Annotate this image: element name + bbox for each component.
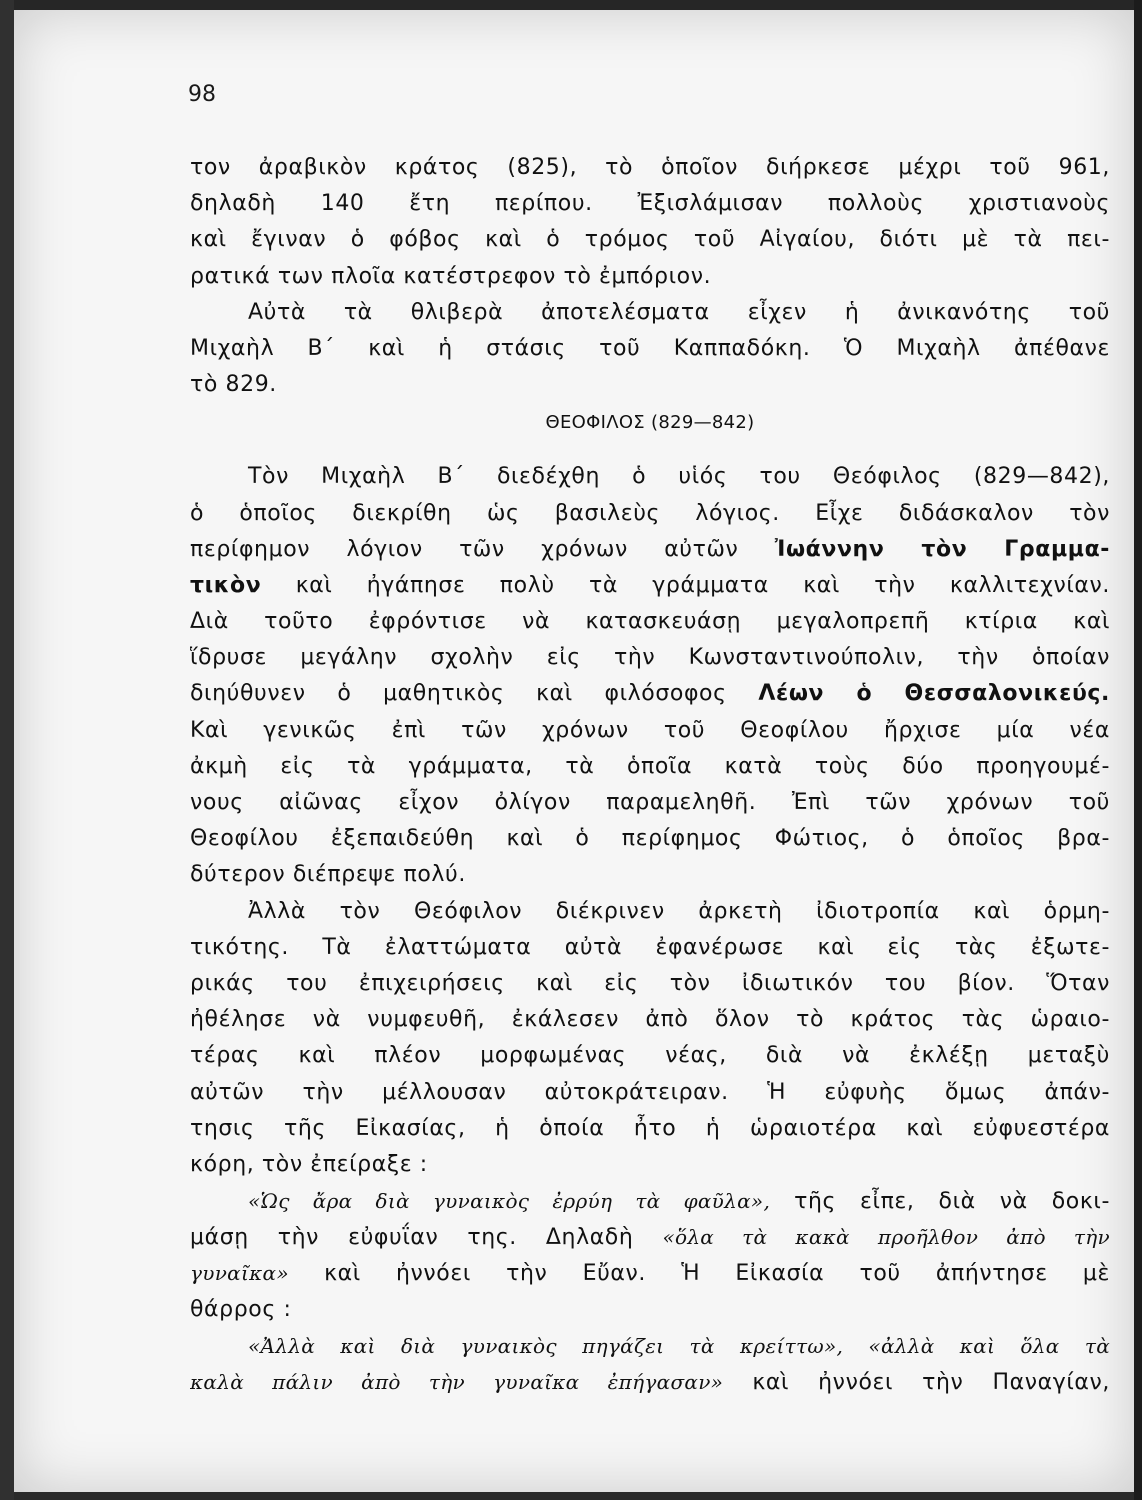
text-line: καὶ ἔγιναν ὁ φόβος καὶ ὁ τρόμος τοῦ Αἰγαίου, διότι μὲ τὰ πει- [190, 227, 1110, 253]
text-line: ἵδρυσε μεγάλην σχολὴν εἰς τὴν Κωνσταντινούπολιν, τὴν ὁποίαν [190, 645, 1110, 671]
paragraph-arab-state [190, 150, 1110, 295]
body-text [190, 150, 1110, 1400]
text-line: Αὐτὰ τὰ θλιβερὰ ἀποτελέσματα εἶχεν ἡ ἀνικανότης τοῦ [248, 299, 1110, 325]
text-line [190, 1328, 1110, 1364]
text-line: θάρρος : [190, 1296, 292, 1322]
text-line: περίφημον λόγιον τῶν χρόνων αὐτῶν Ἰωάννην τὸν Γραμμα- [190, 536, 1110, 562]
text-line: Μιχαὴλ Β΄ καὶ ἡ στάσις τοῦ Καππαδόκη. Ὁ Μιχαὴλ ἀπέθανε [190, 335, 1110, 361]
text-line: ἠθέλησε νὰ νυμφευθῆ, ἐκάλεσεν ἀπὸ ὅλον τὸ κράτος τὰς ὡραιο- [190, 1007, 1110, 1033]
text-line: διηύθυνεν ὁ μαθητικὸς καὶ φιλόσοφος Λέων ὁ Θεσσαλονικεύς. [190, 681, 1110, 707]
text-line: νους αἰῶνας εἶχον ὀλίγον παραμεληθῆ. Ἐπὶ τῶν χρόνων τοῦ [190, 790, 1110, 815]
paragraph-kassia-reply [190, 1328, 1110, 1400]
text-line: κόρη, τὸν ἐπείραξε : [190, 1151, 428, 1177]
bold-name-leo: Λέων ὁ Θεσσαλονικεύς. [758, 681, 1110, 707]
quote-italic: «Ἀλλὰ καὶ διὰ γυναικὸς πηγάζει τὰ κρείττω», «ἀλλὰ καὶ ὅλα τὰ [248, 1333, 1110, 1358]
text-line: τέρας καὶ πλέον μορφωμένας νέας, διὰ νὰ ἐκλέξῃ μεταξὺ [190, 1043, 1110, 1069]
section-heading: ΘΕΟΦΙΛΟΣ (829—842) [545, 412, 755, 434]
text-line: τον ἀραβικὸν κράτος (825), τὸ ὁποῖον διήρκεσε μέχρι τοῦ 961, [190, 155, 1110, 180]
text-line: Διὰ τοῦτο ἐφρόντισε νὰ κατασκευάσῃ μεγαλοπρεπῆ κτίρια καὶ [190, 609, 1110, 635]
scan-border-left [0, 0, 14, 1500]
page-number: 98 [188, 82, 216, 107]
quote-italic: «Ὡς ἄρα διὰ γυναικὸς ἐρρύη τὰ φαῦλα», [248, 1189, 771, 1214]
text-line: τὸ 829. [190, 372, 277, 398]
quote-italic: γυναῖκα» [190, 1261, 289, 1286]
paragraph-michael-death [190, 295, 1110, 404]
bold-name-john-grammarian: Ἰωάννην τὸν Γραμμα- [774, 536, 1110, 562]
text-line: τικότης. Τὰ ἐλαττώματα αὐτὰ ἐφανέρωσε καὶ εἰς τὰς ἐξωτε- [190, 934, 1110, 960]
text-line: γυναῖκα» καὶ ἠννόει τὴν Εὔαν. Ἡ Εἰκασία τοῦ ἀπήντησε μὲ [190, 1261, 1110, 1287]
paragraph-theophilos [190, 459, 1110, 893]
text-line: δύτερον διέπρεψε πολύ. [190, 862, 466, 888]
text-line: δηλαδὴ 140 ἔτη περίπου. Ἐξισλάμισαν πολλοὺς χριστιανοὺς [190, 191, 1110, 217]
text-line: Καὶ γενικῶς ἐπὶ τῶν χρόνων τοῦ Θεοφίλου ἤρχισε μία νέα [190, 717, 1110, 743]
text-line: ἀκμὴ εἰς τὰ γράμματα, τὰ ὁποῖα κατὰ τοὺς δύο προηγουμέ- [190, 753, 1110, 779]
text-line: ρικάς του ἐπιχειρήσεις καὶ εἰς τὸν ἰδιωτικόν του βίον. Ὅταν [190, 970, 1110, 996]
paragraph-theophilos-quote [190, 1183, 1110, 1328]
quote-italic: καλὰ πάλιν ἀπὸ τὴν γυναῖκα ἐπήγασαν» [190, 1370, 724, 1394]
text-line: τησις τῆς Εἰκασίας, ἡ ὁποία ἦτο ἡ ὡραιοτέρα καὶ εὐφυεστέρα [190, 1115, 1110, 1141]
text-line: Θεοφίλου ἐξεπαιδεύθη καὶ ὁ περίφημος Φώτιος, ὁ ὁποῖος βρα- [190, 826, 1110, 852]
text-line: ρατικά των πλοῖα κατέστρεφον τὸ ἐμπόριον. [190, 263, 712, 289]
text-line: καλὰ πάλιν ἀπὸ τὴν γυναῖκα ἐπήγασαν» καὶ ἠννόει τὴν Παναγίαν, [190, 1370, 1110, 1395]
paragraph-bride-show [190, 894, 1110, 1184]
text-line: μάσῃ τὴν εὐφυΐαν της. Δηλαδὴ «ὅλα τὰ κακὰ προῆλθον ἀπὸ τὴν [190, 1225, 1110, 1251]
text-line: ὁ ὁποῖος διεκρίθη ὡς βασιλεὺς λόγιος. Εἶχε διδάσκαλον τὸν [190, 500, 1110, 526]
scan-border-right [1134, 0, 1142, 1500]
scan-border-top [0, 0, 1142, 10]
text-line: αὐτῶν τὴν μέλλουσαν αὐτοκράτειραν. Ἡ εὐφυὴς ὅμως ἀπάν- [190, 1079, 1110, 1105]
text-line: τικὸν καὶ ἠγάπησε πολὺ τὰ γράμματα καὶ τὴν καλλιτεχνίαν. [190, 572, 1110, 598]
text-line: «Ὡς ἄρα διὰ γυναικὸς ἐρρύη τὰ φαῦλα», τῆς εἶπε, διὰ νὰ δοκι- [248, 1189, 1110, 1215]
quote-italic: «ὅλα τὰ κακὰ προῆλθον ἀπὸ τὴν [662, 1225, 1110, 1250]
text-line: Τὸν Μιχαὴλ Β΄ διεδέχθη ὁ υἱός του Θεόφιλος (829—842), [248, 464, 1110, 490]
text-line: Ἀλλὰ τὸν Θεόφιλον διέκρινεν ἀρκετὴ ἰδιοτροπία καὶ ὁρμη- [248, 898, 1110, 924]
book-page [14, 10, 1134, 1492]
